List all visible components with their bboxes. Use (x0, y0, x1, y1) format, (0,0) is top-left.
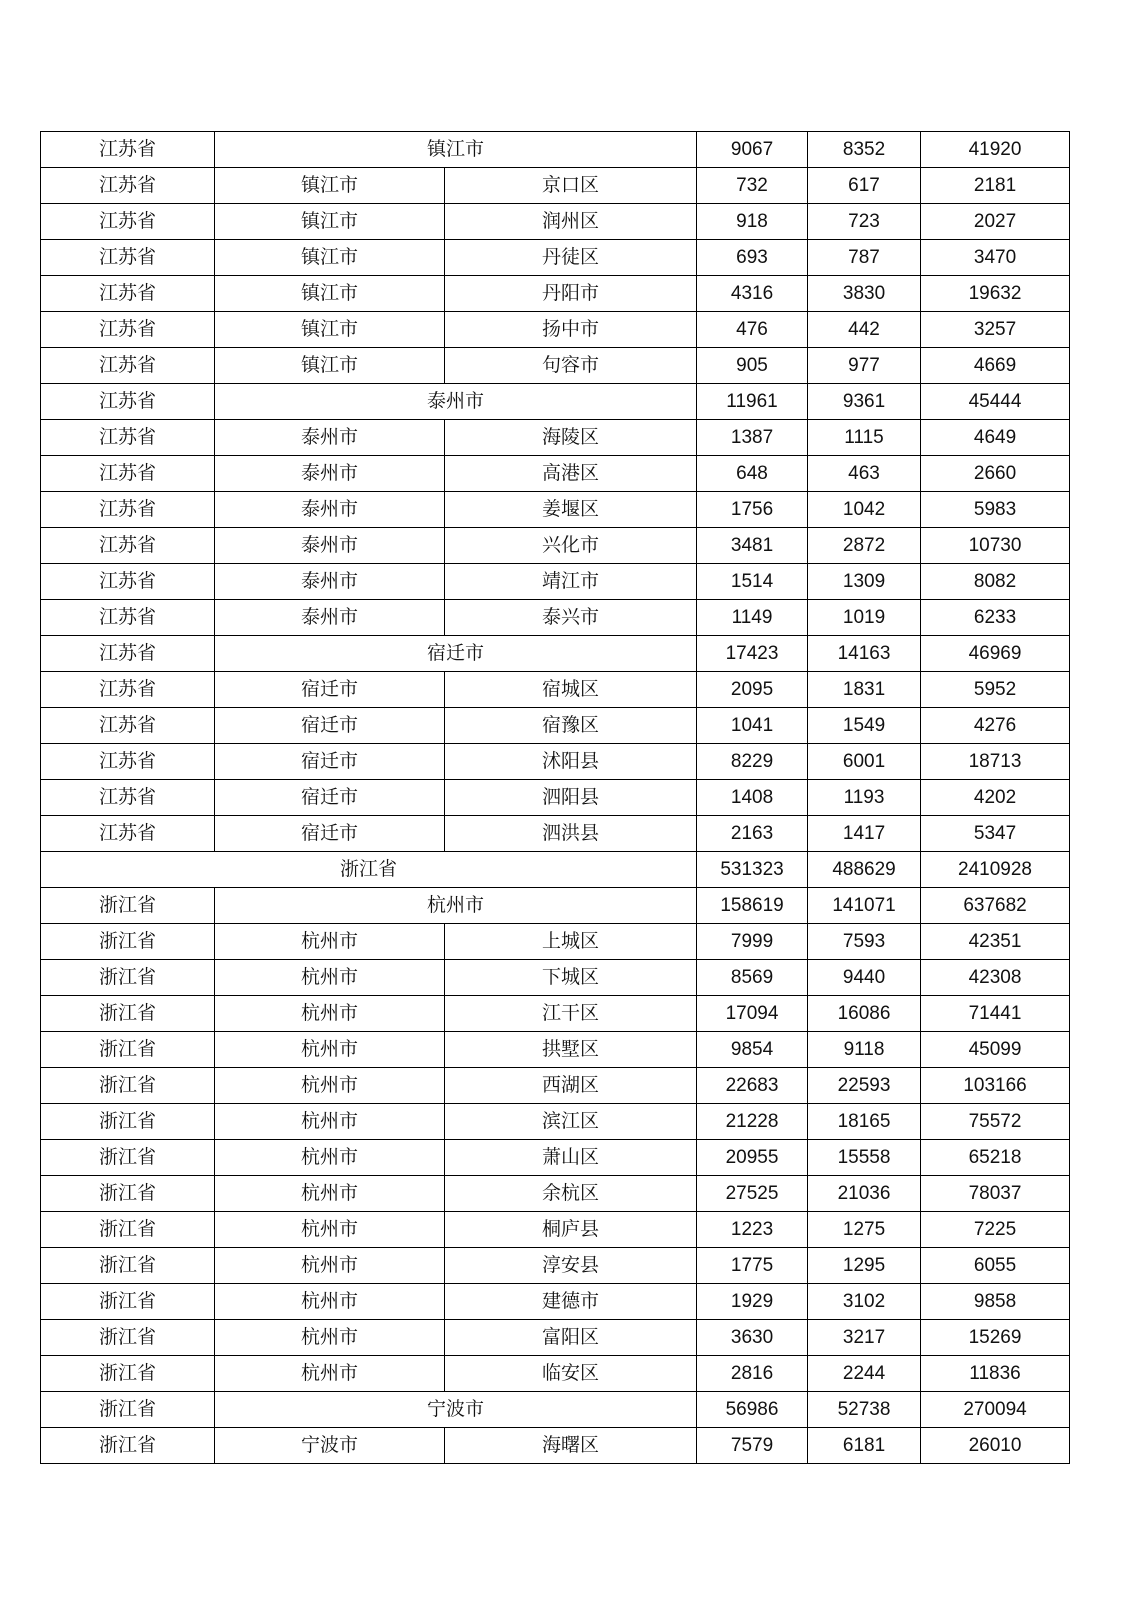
city-cell: 镇江市 (215, 168, 445, 204)
county-cell: 西湖区 (445, 1068, 697, 1104)
city-cell: 杭州市 (215, 960, 445, 996)
value-cell-2: 1115 (808, 420, 921, 456)
province-cell: 江苏省 (41, 708, 215, 744)
value-cell-1: 9067 (697, 132, 808, 168)
province-cell: 江苏省 (41, 564, 215, 600)
value-cell-1: 1514 (697, 564, 808, 600)
city-cell: 泰州市 (215, 600, 445, 636)
value-cell-3: 71441 (921, 996, 1070, 1032)
table-row-county (41, 960, 1070, 996)
value-cell-1: 732 (697, 168, 808, 204)
province-cell: 浙江省 (41, 1068, 215, 1104)
table-row-county (41, 1212, 1070, 1248)
province-cell: 浙江省 (41, 924, 215, 960)
province-cell: 江苏省 (41, 348, 215, 384)
city-cell: 宿迁市 (215, 672, 445, 708)
value-cell-3: 5347 (921, 816, 1070, 852)
province-cell: 浙江省 (41, 1104, 215, 1140)
city-cell: 泰州市 (215, 456, 445, 492)
table-row-county (41, 204, 1070, 240)
county-cell: 建德市 (445, 1284, 697, 1320)
province-cell: 江苏省 (41, 780, 215, 816)
value-cell-3: 4669 (921, 348, 1070, 384)
table-body (41, 132, 1070, 1464)
city-cell: 宿迁市 (215, 780, 445, 816)
value-cell-3: 5983 (921, 492, 1070, 528)
value-cell-2: 1019 (808, 600, 921, 636)
city-cell: 镇江市 (215, 240, 445, 276)
value-cell-1: 3481 (697, 528, 808, 564)
table-row-county (41, 1248, 1070, 1284)
value-cell-2: 1193 (808, 780, 921, 816)
city-cell: 杭州市 (215, 1140, 445, 1176)
province-cell: 浙江省 (41, 1320, 215, 1356)
city-cell: 宿迁市 (215, 708, 445, 744)
table-row-county (41, 528, 1070, 564)
value-cell-1: 1929 (697, 1284, 808, 1320)
value-cell-2: 977 (808, 348, 921, 384)
table-row-county (41, 276, 1070, 312)
table-row-county (41, 600, 1070, 636)
table-row-county (41, 240, 1070, 276)
value-cell-3: 78037 (921, 1176, 1070, 1212)
value-cell-2: 723 (808, 204, 921, 240)
table-row-county (41, 1176, 1070, 1212)
value-cell-1: 7999 (697, 924, 808, 960)
value-cell-1: 56986 (697, 1392, 808, 1428)
value-cell-3: 637682 (921, 888, 1070, 924)
table-row-county (41, 168, 1070, 204)
value-cell-1: 20955 (697, 1140, 808, 1176)
province-cell: 浙江省 (41, 852, 697, 888)
value-cell-1: 17094 (697, 996, 808, 1032)
county-cell: 宿豫区 (445, 708, 697, 744)
county-cell: 富阳区 (445, 1320, 697, 1356)
city-cell: 泰州市 (215, 528, 445, 564)
city-cell: 宿迁市 (215, 744, 445, 780)
value-cell-3: 7225 (921, 1212, 1070, 1248)
province-cell: 江苏省 (41, 204, 215, 240)
value-cell-2: 1275 (808, 1212, 921, 1248)
city-cell: 镇江市 (215, 204, 445, 240)
value-cell-2: 463 (808, 456, 921, 492)
county-cell: 泰兴市 (445, 600, 697, 636)
value-cell-1: 17423 (697, 636, 808, 672)
table-row-county (41, 1104, 1070, 1140)
county-cell: 靖江市 (445, 564, 697, 600)
county-cell: 临安区 (445, 1356, 697, 1392)
table-row-county (41, 672, 1070, 708)
value-cell-1: 648 (697, 456, 808, 492)
city-cell: 杭州市 (215, 924, 445, 960)
value-cell-2: 3830 (808, 276, 921, 312)
county-cell: 泗阳县 (445, 780, 697, 816)
province-cell: 江苏省 (41, 600, 215, 636)
province-cell: 浙江省 (41, 996, 215, 1032)
value-cell-2: 1295 (808, 1248, 921, 1284)
province-cell: 江苏省 (41, 168, 215, 204)
value-cell-2: 9361 (808, 384, 921, 420)
county-cell: 姜堰区 (445, 492, 697, 528)
province-cell: 江苏省 (41, 492, 215, 528)
province-cell: 浙江省 (41, 1212, 215, 1248)
value-cell-3: 15269 (921, 1320, 1070, 1356)
value-cell-1: 918 (697, 204, 808, 240)
value-cell-1: 476 (697, 312, 808, 348)
county-cell: 泗洪县 (445, 816, 697, 852)
province-cell: 浙江省 (41, 1356, 215, 1392)
county-cell: 兴化市 (445, 528, 697, 564)
value-cell-3: 2660 (921, 456, 1070, 492)
value-cell-2: 16086 (808, 996, 921, 1032)
value-cell-2: 22593 (808, 1068, 921, 1104)
table-row-county (41, 1428, 1070, 1464)
county-cell: 桐庐县 (445, 1212, 697, 1248)
county-cell: 江干区 (445, 996, 697, 1032)
value-cell-2: 787 (808, 240, 921, 276)
city-cell: 杭州市 (215, 1212, 445, 1248)
value-cell-1: 1387 (697, 420, 808, 456)
value-cell-3: 45099 (921, 1032, 1070, 1068)
province-cell: 浙江省 (41, 960, 215, 996)
table-row-county (41, 1032, 1070, 1068)
value-cell-2: 7593 (808, 924, 921, 960)
value-cell-3: 6233 (921, 600, 1070, 636)
value-cell-1: 8229 (697, 744, 808, 780)
province-cell: 江苏省 (41, 636, 215, 672)
city-cell: 镇江市 (215, 312, 445, 348)
value-cell-1: 1041 (697, 708, 808, 744)
value-cell-2: 1549 (808, 708, 921, 744)
table-row-county (41, 312, 1070, 348)
county-cell: 上城区 (445, 924, 697, 960)
value-cell-2: 6181 (808, 1428, 921, 1464)
county-cell: 丹阳市 (445, 276, 697, 312)
value-cell-2: 14163 (808, 636, 921, 672)
data-table (40, 131, 1070, 1464)
city-cell: 宿迁市 (215, 816, 445, 852)
table-row-county (41, 816, 1070, 852)
table-row-county (41, 1356, 1070, 1392)
value-cell-3: 42308 (921, 960, 1070, 996)
value-cell-2: 9118 (808, 1032, 921, 1068)
table-row-city (41, 384, 1070, 420)
value-cell-3: 8082 (921, 564, 1070, 600)
county-cell: 京口区 (445, 168, 697, 204)
table-row-county (41, 924, 1070, 960)
city-cell: 镇江市 (215, 132, 697, 168)
province-cell: 江苏省 (41, 312, 215, 348)
table-row-city (41, 1392, 1070, 1428)
value-cell-1: 905 (697, 348, 808, 384)
value-cell-3: 2181 (921, 168, 1070, 204)
value-cell-1: 27525 (697, 1176, 808, 1212)
county-cell: 丹徒区 (445, 240, 697, 276)
table-row-county (41, 348, 1070, 384)
city-cell: 杭州市 (215, 1032, 445, 1068)
value-cell-2: 18165 (808, 1104, 921, 1140)
table-row-county (41, 1140, 1070, 1176)
value-cell-1: 693 (697, 240, 808, 276)
city-cell: 泰州市 (215, 492, 445, 528)
value-cell-3: 4202 (921, 780, 1070, 816)
value-cell-2: 9440 (808, 960, 921, 996)
value-cell-3: 26010 (921, 1428, 1070, 1464)
value-cell-3: 41920 (921, 132, 1070, 168)
value-cell-3: 18713 (921, 744, 1070, 780)
value-cell-3: 2027 (921, 204, 1070, 240)
province-cell: 江苏省 (41, 420, 215, 456)
county-cell: 扬中市 (445, 312, 697, 348)
value-cell-2: 52738 (808, 1392, 921, 1428)
province-cell: 浙江省 (41, 1176, 215, 1212)
county-cell: 句容市 (445, 348, 697, 384)
value-cell-3: 75572 (921, 1104, 1070, 1140)
value-cell-3: 3470 (921, 240, 1070, 276)
province-cell: 浙江省 (41, 1140, 215, 1176)
city-cell: 杭州市 (215, 1356, 445, 1392)
city-cell: 宿迁市 (215, 636, 697, 672)
city-cell: 泰州市 (215, 384, 697, 420)
value-cell-1: 531323 (697, 852, 808, 888)
city-cell: 杭州市 (215, 888, 697, 924)
value-cell-2: 488629 (808, 852, 921, 888)
value-cell-1: 1149 (697, 600, 808, 636)
value-cell-2: 1831 (808, 672, 921, 708)
value-cell-1: 7579 (697, 1428, 808, 1464)
value-cell-2: 1042 (808, 492, 921, 528)
value-cell-3: 19632 (921, 276, 1070, 312)
value-cell-3: 9858 (921, 1284, 1070, 1320)
value-cell-2: 442 (808, 312, 921, 348)
value-cell-1: 1223 (697, 1212, 808, 1248)
value-cell-2: 8352 (808, 132, 921, 168)
province-cell: 浙江省 (41, 1392, 215, 1428)
value-cell-3: 42351 (921, 924, 1070, 960)
city-cell: 泰州市 (215, 564, 445, 600)
value-cell-2: 2872 (808, 528, 921, 564)
city-cell: 杭州市 (215, 1176, 445, 1212)
value-cell-1: 158619 (697, 888, 808, 924)
province-cell: 江苏省 (41, 456, 215, 492)
city-cell: 杭州市 (215, 1104, 445, 1140)
county-cell: 高港区 (445, 456, 697, 492)
county-cell: 萧山区 (445, 1140, 697, 1176)
county-cell: 滨江区 (445, 1104, 697, 1140)
province-cell: 江苏省 (41, 528, 215, 564)
table-row-county (41, 1068, 1070, 1104)
value-cell-1: 11961 (697, 384, 808, 420)
table-row-county (41, 744, 1070, 780)
value-cell-2: 141071 (808, 888, 921, 924)
value-cell-1: 8569 (697, 960, 808, 996)
table-row-county (41, 708, 1070, 744)
province-cell: 江苏省 (41, 132, 215, 168)
value-cell-3: 2410928 (921, 852, 1070, 888)
province-cell: 浙江省 (41, 1248, 215, 1284)
value-cell-2: 3102 (808, 1284, 921, 1320)
county-cell: 海曙区 (445, 1428, 697, 1464)
value-cell-2: 15558 (808, 1140, 921, 1176)
value-cell-1: 2095 (697, 672, 808, 708)
value-cell-2: 617 (808, 168, 921, 204)
county-cell: 海陵区 (445, 420, 697, 456)
value-cell-3: 45444 (921, 384, 1070, 420)
value-cell-2: 1417 (808, 816, 921, 852)
county-cell: 沭阳县 (445, 744, 697, 780)
value-cell-1: 4316 (697, 276, 808, 312)
value-cell-3: 11836 (921, 1356, 1070, 1392)
county-cell: 淳安县 (445, 1248, 697, 1284)
city-cell: 杭州市 (215, 1068, 445, 1104)
city-cell: 镇江市 (215, 276, 445, 312)
city-cell: 泰州市 (215, 420, 445, 456)
table-row-city (41, 636, 1070, 672)
table-row-county (41, 1284, 1070, 1320)
value-cell-3: 46969 (921, 636, 1070, 672)
value-cell-3: 270094 (921, 1392, 1070, 1428)
table-row-county (41, 564, 1070, 600)
province-cell: 江苏省 (41, 744, 215, 780)
county-cell: 润州区 (445, 204, 697, 240)
table-row-county (41, 780, 1070, 816)
value-cell-2: 3217 (808, 1320, 921, 1356)
value-cell-1: 22683 (697, 1068, 808, 1104)
table-row-county (41, 996, 1070, 1032)
province-cell: 浙江省 (41, 1032, 215, 1068)
value-cell-3: 5952 (921, 672, 1070, 708)
value-cell-2: 2244 (808, 1356, 921, 1392)
table-row-county (41, 492, 1070, 528)
county-cell: 宿城区 (445, 672, 697, 708)
value-cell-3: 3257 (921, 312, 1070, 348)
value-cell-1: 1756 (697, 492, 808, 528)
table-row-county (41, 420, 1070, 456)
province-cell: 江苏省 (41, 384, 215, 420)
city-cell: 杭州市 (215, 1284, 445, 1320)
value-cell-2: 1309 (808, 564, 921, 600)
value-cell-1: 9854 (697, 1032, 808, 1068)
county-cell: 余杭区 (445, 1176, 697, 1212)
province-cell: 江苏省 (41, 240, 215, 276)
value-cell-3: 4649 (921, 420, 1070, 456)
value-cell-3: 6055 (921, 1248, 1070, 1284)
county-cell: 拱墅区 (445, 1032, 697, 1068)
city-cell: 宁波市 (215, 1392, 697, 1428)
city-cell: 杭州市 (215, 996, 445, 1032)
city-cell: 杭州市 (215, 1320, 445, 1356)
value-cell-3: 65218 (921, 1140, 1070, 1176)
city-cell: 杭州市 (215, 1248, 445, 1284)
table-row-county (41, 1320, 1070, 1356)
province-cell: 江苏省 (41, 672, 215, 708)
county-cell: 下城区 (445, 960, 697, 996)
province-cell: 浙江省 (41, 888, 215, 924)
province-cell: 浙江省 (41, 1428, 215, 1464)
province-cell: 浙江省 (41, 1284, 215, 1320)
table-row-city (41, 132, 1070, 168)
value-cell-3: 4276 (921, 708, 1070, 744)
value-cell-3: 10730 (921, 528, 1070, 564)
province-cell: 江苏省 (41, 816, 215, 852)
value-cell-2: 21036 (808, 1176, 921, 1212)
value-cell-1: 1408 (697, 780, 808, 816)
city-cell: 镇江市 (215, 348, 445, 384)
value-cell-1: 3630 (697, 1320, 808, 1356)
table-row-city (41, 888, 1070, 924)
city-cell: 宁波市 (215, 1428, 445, 1464)
value-cell-2: 6001 (808, 744, 921, 780)
value-cell-1: 1775 (697, 1248, 808, 1284)
value-cell-1: 2816 (697, 1356, 808, 1392)
table-row-province (41, 852, 1070, 888)
value-cell-3: 103166 (921, 1068, 1070, 1104)
table-row-county (41, 456, 1070, 492)
province-cell: 江苏省 (41, 276, 215, 312)
value-cell-1: 2163 (697, 816, 808, 852)
value-cell-1: 21228 (697, 1104, 808, 1140)
